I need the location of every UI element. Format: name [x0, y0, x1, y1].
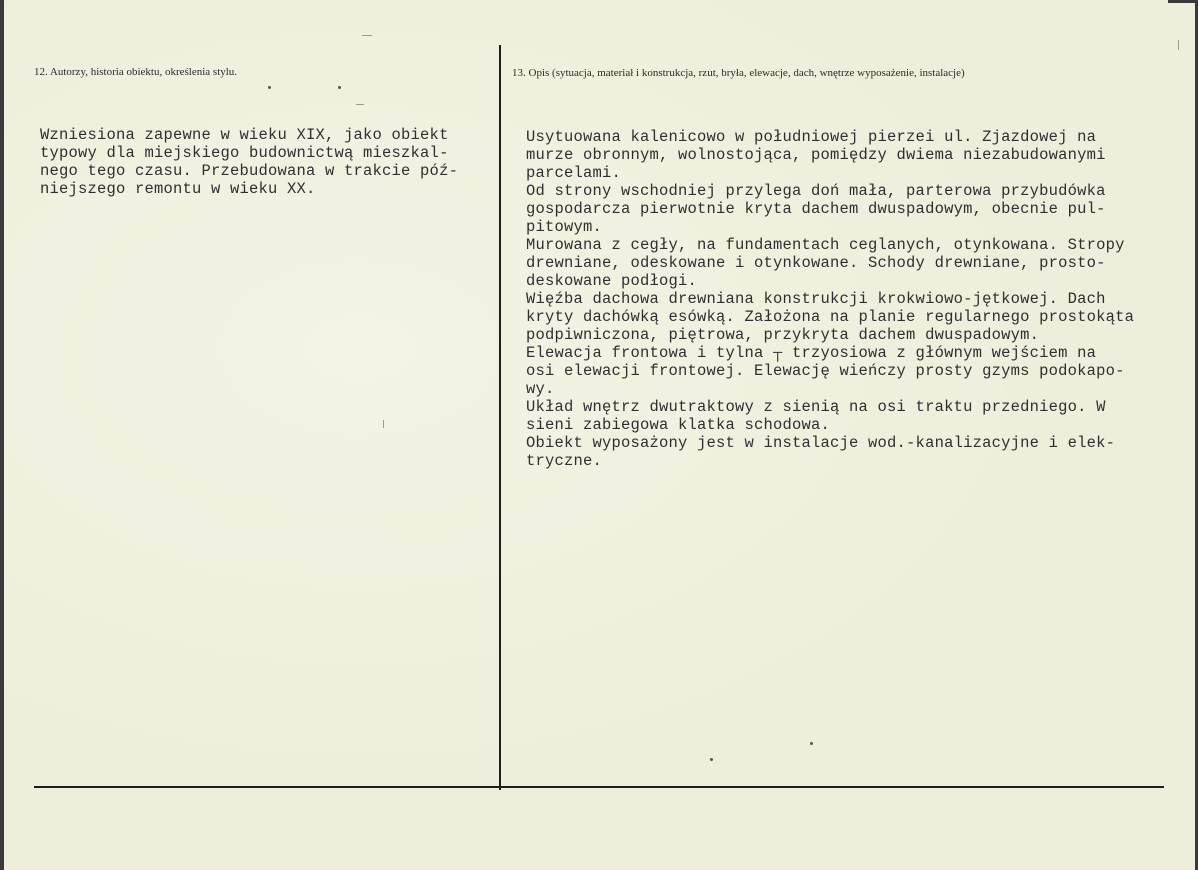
text-line: deskowane podłogi.	[526, 272, 698, 290]
scan-edge-left	[0, 0, 4, 870]
text-line: Wzniesiona zapewne w wieku XIX, jako obiekt	[40, 126, 449, 144]
section-13-text	[526, 128, 1134, 470]
scan-edge-top-right	[1168, 0, 1198, 3]
text-line: Usytuowana kalenicowo w południowej pierzei ul. Zjazdowej na	[526, 128, 1097, 146]
text-line: drewniane, odeskowane i otynkowane. Schody drewniane, prosto-	[526, 254, 1106, 272]
scan-dot	[338, 86, 341, 89]
text-line: niejszego remontu w wieku XX.	[40, 180, 316, 198]
text-line: podpiwniczona, piętrowa, przykryta dachem dwuspadowym.	[526, 326, 1040, 344]
text-line: Układ wnętrz dwutraktowy z sienią na osi traktu przedniego. W	[526, 398, 1106, 416]
text-line: pitowym.	[526, 218, 603, 236]
section-12-text	[40, 126, 458, 198]
text-line: tryczne.	[526, 452, 603, 470]
scan-dot	[710, 758, 713, 761]
scan-dot	[268, 86, 271, 89]
text-line: Murowana z cegły, na fundamentach ceglanych, otynkowana. Stropy	[526, 236, 1125, 254]
text-line: sieni zabiegowa klatka schodowa.	[526, 416, 831, 434]
scan-dot	[810, 742, 813, 745]
text-line: osi elewacji frontowej. Elewację wieńczy prosty gzyms podokapo-	[526, 362, 1125, 380]
column-divider	[499, 45, 501, 790]
text-line: nego tego czasu. Przebudowana w trakcie póź-	[40, 162, 459, 180]
text-line: wy.	[526, 380, 555, 398]
bottom-rule	[34, 786, 1164, 788]
text-line: kryty dachówką esówką. Założona na planie regularnego prostokąta	[526, 308, 1135, 326]
text-line: gospodarcza pierwotnie kryta dachem dwuspadowym, obecnie pul-	[526, 200, 1106, 218]
text-line: Obiekt wyposażony jest w instalacje wod.-kanalizacyjne i elek-	[526, 434, 1116, 452]
scan-mark	[362, 35, 372, 36]
text-line: parcelami.	[526, 164, 622, 182]
scan-mark	[356, 104, 364, 105]
text-line: murze obronnym, wolnostojąca, pomiędzy dwiema niezabudowanymi	[526, 146, 1106, 164]
section-13-heading: 13. Opis (sytuacja, materiał i konstrukcja, rzut, bryła, elewacje, dach, wnętrze wyposażenie, instalacje)	[512, 67, 965, 79]
text-line: Więźba dachowa drewniana konstrukcji krokwiowo-jętkowej. Dach	[526, 290, 1106, 308]
scan-mark	[383, 420, 384, 428]
text-line: typowy dla miejskiego budownictwą mieszkal-	[40, 144, 449, 162]
section-12-heading: 12. Autorzy, historia obiektu, określenia stylu.	[34, 66, 238, 78]
text-line: Elewacja frontowa i tylna ┬ trzyosiowa z głównym wejściem na	[526, 344, 1097, 362]
text-line: Od strony wschodniej przylega doń mała, parterowa przybudówka	[526, 182, 1106, 200]
scan-mark	[1178, 40, 1179, 50]
